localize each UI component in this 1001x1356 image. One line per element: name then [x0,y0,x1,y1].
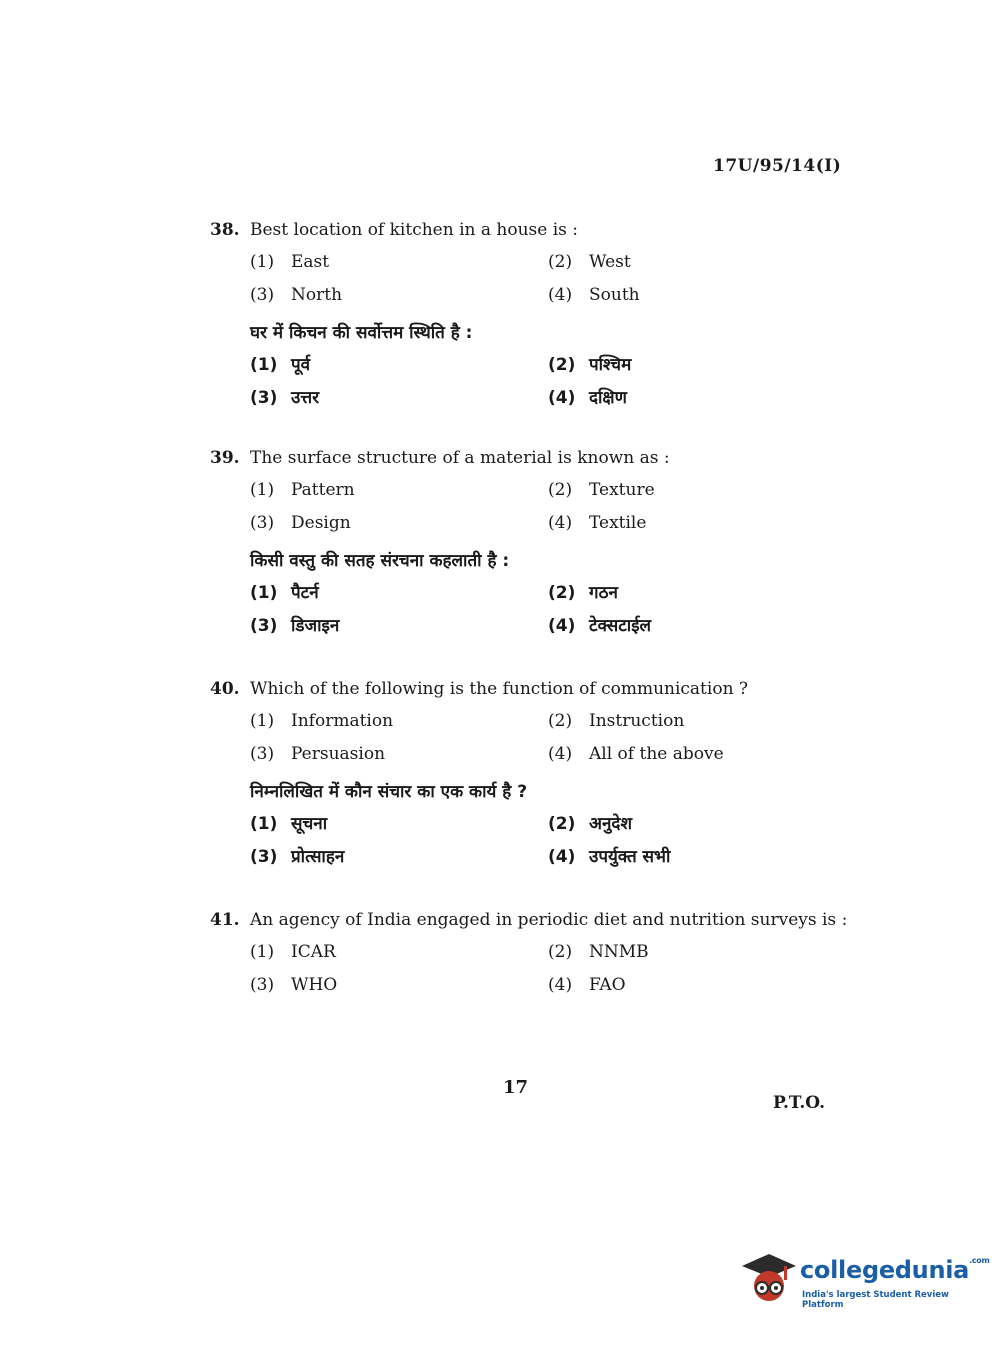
option-number: (3) [250,975,275,995]
option [250,973,548,997]
option [250,940,548,964]
options-hi [250,812,850,869]
option-text: पैटर्न [291,583,319,603]
option-number: (1) [250,480,275,500]
option [250,709,548,733]
option-text: गठन [589,583,618,603]
option-number: (1) [250,252,275,272]
option-text: Textile [589,513,647,533]
options-en [250,709,850,766]
option [548,812,848,836]
option-text: Instruction [589,711,685,731]
option-text: टेक्सटाईल [589,616,652,636]
option-number: (4) [548,744,573,764]
options-en [250,250,850,307]
option-number: (2) [548,252,573,272]
question-41 [210,908,850,997]
option-text: Pattern [291,480,355,500]
option-number: (4) [548,616,576,636]
question-text-en: An agency of India engaged in periodic diet and nutrition surveys is : [250,910,848,930]
option-number: (2) [548,814,576,834]
option-number: (2) [548,942,573,962]
option-text: South [589,285,640,305]
options-hi [250,353,850,410]
option-number: (3) [250,513,275,533]
question-number: 38. [210,220,240,240]
option-number: (1) [250,942,275,962]
option [548,283,848,307]
option [548,973,848,997]
option [548,250,848,274]
option [250,353,548,377]
option-number: (1) [250,814,278,834]
option-number: (4) [548,388,576,408]
option-text: FAO [589,975,626,995]
option [548,742,848,766]
option-text: East [291,252,330,272]
option [250,812,548,836]
option [548,511,848,535]
option-text: अनुदेश [589,814,633,834]
mascot-icon [740,1250,798,1308]
option-number: (2) [548,355,576,375]
option [548,940,848,964]
option-number: (2) [548,480,573,500]
option [548,478,848,502]
option [250,581,548,605]
question-number: 39. [210,448,240,468]
option [250,250,548,274]
option-text: उत्तर [291,388,320,408]
option-number: (1) [250,711,275,731]
options-en [250,478,850,535]
option-number: (1) [250,583,278,603]
option-text: Information [291,711,394,731]
option [548,845,848,869]
collegedunia-watermark [740,1250,990,1310]
paper-code: 17U/95/14(I) [713,156,842,176]
option-text: उपर्युक्त सभी [589,847,671,867]
option-number: (3) [250,285,275,305]
question-39 [210,446,850,638]
option-number: (3) [250,388,278,408]
option [250,614,548,638]
option [250,386,548,410]
option [250,845,548,869]
option-text: WHO [291,975,338,995]
option-number: (3) [250,744,275,764]
option-text: पूर्व [291,355,311,375]
option-number: (4) [548,847,576,867]
option-text: दक्षिण [589,388,627,408]
option-text: ICAR [291,942,336,962]
option-text: डिजाइन [291,616,340,636]
option-number: (4) [548,285,573,305]
option-number: (4) [548,513,573,533]
option-number: (2) [548,711,573,731]
option-text: प्रोत्साहन [291,847,345,867]
pto-label: P.T.O. [773,1093,825,1113]
option-text: North [291,285,343,305]
options-hi [250,581,850,638]
question-text-en: The surface structure of a material is known as : [250,448,670,468]
option [250,283,548,307]
option-number: (4) [548,975,573,995]
option-number: (3) [250,847,278,867]
option-text: सूचना [291,814,328,834]
page-number: 17 [503,1077,529,1098]
option [250,742,548,766]
option-number: (2) [548,583,576,603]
option-text: Texture [589,480,655,500]
brand-name: collegedunia$^{.com}$ [800,1256,990,1284]
question-number: 40. [210,679,240,699]
option-text: Design [291,513,351,533]
option-text: NNMB [589,942,649,962]
question-text-hi: घर में किचन की सर्वोत्तम स्थिति है : [250,323,473,343]
option-number: (3) [250,616,278,636]
option [548,709,848,733]
question-number: 41. [210,910,240,930]
option [548,386,848,410]
option-text: All of the above [589,744,724,764]
question-text-hi: निम्नलिखित में कौन संचार का एक कार्य है ? [250,782,528,802]
question-text-en: Best location of kitchen in a house is : [250,220,579,240]
option-text: पश्चिम [589,355,632,375]
options-en [250,940,850,997]
brand-tagline: India's largest Student Review Platform [802,1290,949,1310]
option [250,478,548,502]
question-40 [210,677,850,869]
option-text: Persuasion [291,744,386,764]
option [250,511,548,535]
question-text-hi: किसी वस्तु की सतह संरचना कहलाती है : [250,551,510,571]
question-38 [210,218,850,410]
option-text: West [589,252,631,272]
question-text-en: Which of the following is the function of communication ? [250,679,749,699]
option [548,353,848,377]
option-number: (1) [250,355,278,375]
option [548,614,848,638]
option [548,581,848,605]
